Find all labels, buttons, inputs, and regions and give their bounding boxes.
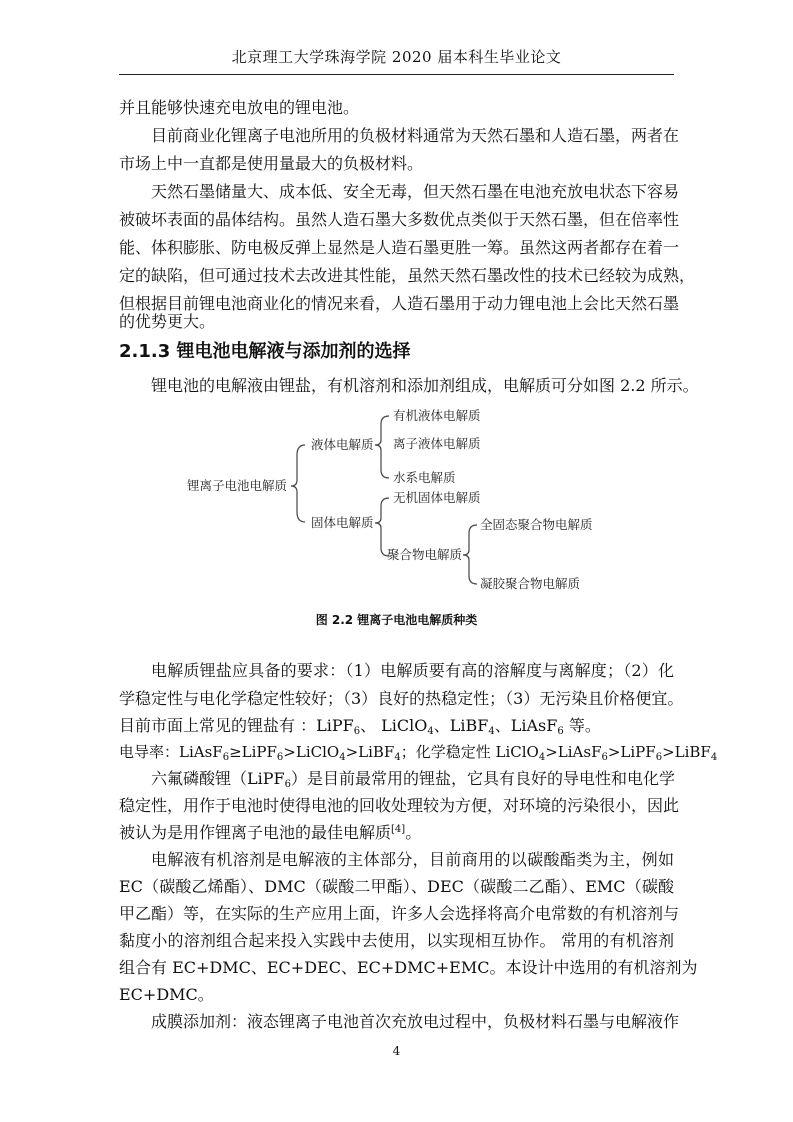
figure-caption: 图 2.2 锂离子电池电解质种类: [315, 613, 478, 627]
body-line: 但根据目前锂电池商业化的情况来看，人造石墨用于动力锂电池上会比天然石墨: [119, 294, 680, 313]
body-line: 黏度小的溶剂组合起来投入实践中去使用，以实现相互协作。 常用的有机溶剂: [119, 931, 674, 950]
body-line: 成膜添加剂：液态锂离子电池首次充放电过程中，负极材料石墨与电解液作: [151, 1012, 680, 1031]
stability-prefix: ；化学稳定性: [400, 743, 496, 761]
section-heading: 2.1.3 锂电池电解液与添加剂的选择: [119, 341, 411, 362]
body-line: 并且能够快速充电放电的锂电池。: [119, 98, 360, 117]
body-line: 组合有 EC+DMC、EC+DEC、EC+DMC+EMC。本设计中选用的有机溶剂为: [119, 958, 698, 977]
body-line: 被破坏表面的晶体结构。虽然人造石墨大多数优点类似于天然石墨，但在倍率性: [119, 210, 680, 229]
polymer-item: 全固态聚合物电解质: [480, 517, 593, 532]
salt-list-prefix: 目前市面上常见的锂盐有 ：: [119, 716, 317, 735]
root-brace: [291, 445, 305, 522]
liquid-item: 有机液体电解质: [393, 408, 481, 423]
intro-line: 锂电池的电解液由锂盐，有机溶剂和添加剂组成，电解质可分如图 2.2 所示。: [151, 376, 699, 395]
running-header: 北京理工大学珠海学院 2020 届本科生毕业论文: [231, 48, 562, 66]
body-line: 电导率：LiAsF$_6$≥LiPF$_6$>LiClO$_4$>LiBF$_4$；化学稳定性 LiClO$_4$>LiAsF$_6$>LiPF$_6$>LiBF$_4$: [119, 743, 718, 763]
polymer-item: 凝胶聚合物电解质: [480, 576, 581, 591]
sentence-end: 。: [405, 823, 422, 842]
polymer-label: 聚合物电解质: [387, 547, 463, 562]
body-line: 能、体积膨胀、防电极反弹上显然是人造石墨更胜一筹。虽然这两者都存在着一: [119, 238, 680, 257]
body-line: 定的缺陷，但可通过技术去改进其性能，虽然天然石墨改性的技术已经较为成熟，: [119, 266, 696, 285]
body-line: 稳定性，用作于电池时使得电池的回收处理较为方便，对环境的污染很小，因此: [119, 796, 680, 815]
liquid-brace: [375, 416, 389, 478]
page-number: 4: [392, 1044, 401, 1058]
lipf6-suffix: ）是目前最常用的锂盐，它具有良好的导电性和电化学: [291, 769, 676, 788]
body-line: 市场上中一直都是使用量最大的负极材料。: [119, 154, 424, 173]
body-line: 目前市面上常见的锂盐有 ：LiPF$_6$、 LiClO$_4$、LiBF$_4$、LiAsF$_6$ 等。: [119, 716, 601, 737]
electrolyte-classification-diagram: [175, 400, 625, 600]
body-line: [119, 822, 674, 844]
body-line: 电解质锂盐应具备的要求：（1）电解质要有高的溶解度与离解度；（2）化: [151, 661, 674, 680]
lipf6-prefix: 六氟磷酸锂（: [151, 769, 248, 788]
salt-list-suffix: 等。: [568, 716, 601, 735]
body-line: 电解液有机溶剂是电解液的主体部分，目前商用的以碳酸酯类为主，例如: [151, 850, 674, 869]
best-electrolyte-text: 被认为是用作锂离子电池的最佳电解质: [119, 823, 392, 842]
polymer-brace: [463, 525, 477, 584]
citation-ref: [4]: [391, 824, 406, 835]
body-line: 学稳定性与电化学稳定性较好；（3）良好的热稳定性；（3）无污染且价格便宜。: [119, 689, 684, 708]
body-line: 六氟磷酸锂（LiPF$_6$）是目前最常用的锂盐，它具有良好的导电性和电化学: [151, 769, 676, 790]
liquid-item: 水系电解质: [393, 470, 456, 485]
solid-label: 固体电解质: [311, 515, 374, 530]
liquid-item: 离子液体电解质: [393, 436, 481, 451]
body-line: EC+DMC。: [119, 985, 214, 1004]
body-line: 的优势更大。: [119, 312, 216, 331]
conductivity-prefix: 电导率：: [119, 743, 180, 761]
body-line: 天然石墨储量大、成本低、安全无毒，但天然石墨在电池充放电状态下容易: [151, 182, 680, 201]
header-rule: [119, 74, 674, 75]
body-line: 甲乙酯）等，在实际的生产应用上面，许多人会选择将高介电常数的有机溶剂与: [119, 904, 680, 923]
body-line: EC（碳酸乙烯酯）、DMC（碳酸二甲酯）、DEC（碳酸二乙酯）、EMC（碳酸: [119, 877, 674, 896]
body-line: 目前商业化锂离子电池所用的负极材料通常为天然石墨和人造石墨，两者在: [151, 126, 680, 145]
inorganic-label: 无机固体电解质: [393, 490, 481, 505]
root-label: 锂离子电池电解质: [187, 478, 288, 493]
liquid-label: 液体电解质: [311, 437, 374, 452]
